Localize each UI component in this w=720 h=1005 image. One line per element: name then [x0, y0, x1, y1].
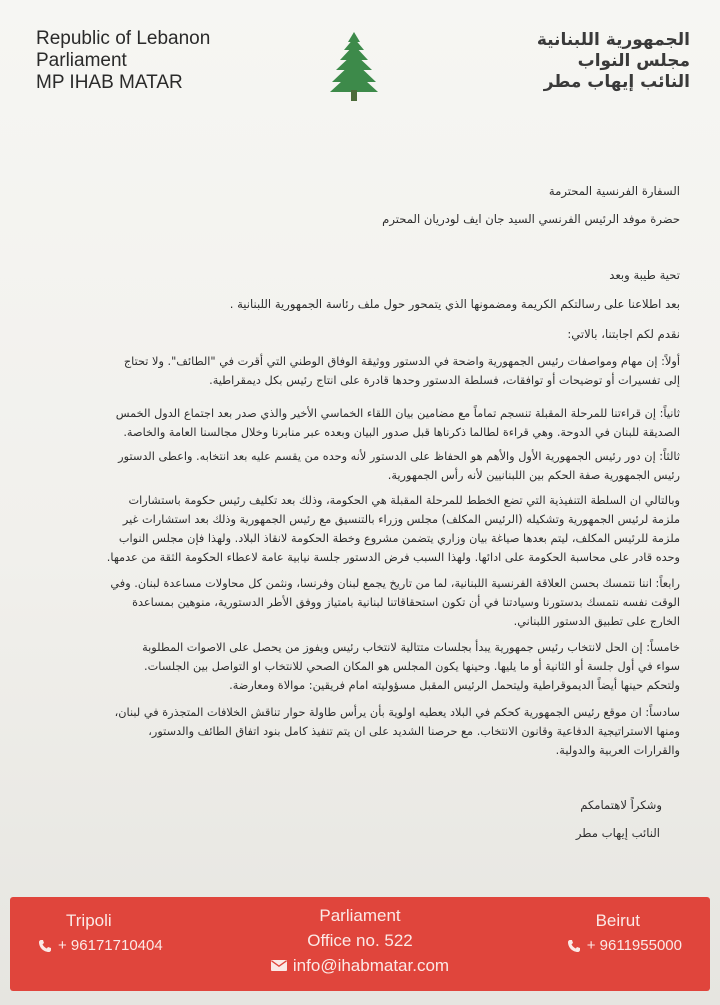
paragraph-line: ثالثاً: إن دور رئيس الجمهورية الأول والأهم هو الحفاظ على الدستور لأنه وحده من يقسم عليه بعد انتخابه. واعطى الدستور [118, 450, 680, 463]
phone-icon [567, 939, 581, 953]
paragraph-line: سادساً: ان موقع رئيس الجمهورية كحكم في البلاد يعطيه اولوية بأن يرأس طاولة حوار تناقش الخلافات المتجذرة في لبنان، [114, 706, 680, 719]
footer-tripoli [38, 911, 163, 954]
letterhead-country-ar: الجمهورية اللبنانية [536, 30, 690, 50]
cedar-tree-emblem [328, 30, 380, 102]
paragraph-line: الخارج على تطبيق الدستور اللبناني. [513, 615, 680, 628]
letterhead-country: Republic of Lebanon [36, 28, 211, 49]
letterhead-institution: Parliament [36, 50, 127, 71]
paragraph-line: ملزمة للرئيس المكلف، ليتم بعدها صياغة بيان وزاري يتضمن مشروع وخطة الحكومة لانقاذ البلاد. ولهذا فإن مجلس النواب [118, 532, 680, 545]
paragraph-line: رئيس الجمهورية صفة الحكم بين اللبنانيين لأنه رأس الجمهورية. [387, 469, 680, 482]
letterhead-institution-ar: مجلس النواب [577, 51, 690, 71]
paragraph-first [36, 352, 680, 390]
paragraph-line: ومنها الاستراتيجية الدفاعية وقانون الانتخاب. مع حرصنا الشديد على ان يتم تنفيذ كامل بنود اتفاق الطائف والدستور، [148, 725, 680, 738]
paragraph-line: ولتحكم حينها أيضاً الديموقراطية وليتحمل الرئيس المقبل مسؤوليته امام فريقين: موالاة ومعارضة. [229, 679, 680, 692]
recipient-line-2: حضرة موفد الرئيس الفرنسي السيد جان ايف لودريان المحترم [382, 212, 680, 226]
recipient-line-1: السفارة الفرنسية المحترمة [548, 184, 680, 198]
footer-phone-number: + 96171710404 [58, 937, 163, 954]
footer-parliament [230, 903, 490, 978]
paragraph-seventh [36, 703, 680, 760]
paragraph-line: إلى تفسيرات أو توضيحات أو توافقات، فسلطة الدستور وحدها قادرة على انتاج رئيس بكل ديمقراطية. [209, 374, 680, 387]
paragraph-line: سواء في أول جلسة أو الثانية أو ما يليها. وحينها يكون المجلس هو المكان الصحي للانتخاب او التواصل بين الجلسات. [144, 660, 680, 673]
footer-city-beirut: Beirut [595, 911, 640, 930]
paragraph-line: أولاً: إن مهام ومواصفات رئيس الجمهورية واضحة في الدستور ووثيقة الوفاق الوطني التي أقرت في "الطائف". ولا تحتاج [123, 355, 680, 368]
signature-name: النائب إيهاب مطر [575, 826, 660, 840]
footer-contact-bar [10, 897, 710, 991]
letterhead-mp-name-ar: النائب إيهاب مطر [543, 72, 690, 92]
paragraph-line: رابعاً: اننا نتمسك بحسن العلاقة الفرنسية اللبنانية، لما من تاريخ يجمع لبنان وفرنسا، ونثمن كل محاولات مساعدة لبنان. وفي [110, 577, 680, 590]
paragraph-second [36, 404, 680, 442]
paragraph-line: والقرارات العربية والدولية. [555, 744, 680, 757]
paragraph-line: وحده قادر على محاسبة الحكومة على ادائها. ولهذا السبب فرض الدستور جلسة نيابية عامة لاعطاء الحكومة الثقة من عدمها. [106, 551, 680, 564]
paragraph-line: ثانياً: إن قراءتنا للمرحلة المقبلة تنسجم تماماً مع مضامين بيان اللقاء الخماسي الأخير والذي صدر بعد اجتماع الدول الخمس [115, 407, 680, 420]
letterhead-english [36, 28, 210, 94]
footer-parliament-title: Parliament [319, 906, 401, 925]
footer-email[interactable] [230, 953, 490, 978]
mail-icon [271, 960, 287, 971]
footer-phone-tripoli[interactable] [38, 937, 163, 954]
paragraph-sixth [36, 638, 680, 695]
letterhead-mp-name: MP IHAB MATAR [36, 72, 183, 93]
closing-thanks: وشكراً لاهتمامكم [580, 798, 662, 812]
paragraph-line: ملزمة لرئيس الجمهورية وتشكيله (الرئيس المكلف) مجلس وزراء بالتنسيق مع رئيس الجمهورية وذلك بعد استشارات غير [122, 513, 680, 526]
letterhead-arabic [537, 30, 690, 93]
greeting: تحية طيبة وبعد [609, 268, 680, 282]
paragraph-fifth [36, 574, 680, 631]
phone-icon [38, 939, 52, 953]
footer-phone-beirut[interactable] [567, 937, 682, 954]
footer-phone-number: + 9611955000 [586, 937, 682, 954]
footer-beirut [567, 911, 682, 954]
paragraph-line: وبالتالي ان السلطة التنفيذية التي تضع الخطط للمرحلة المقبلة هي الحكومة، وذلك بعد تكليف رئيس حكومة باستشارات [128, 494, 680, 507]
paragraph-fourth [36, 491, 680, 567]
paragraph-line: خامساً: إن الحل لانتخاب رئيس جمهورية يبدأ بجلسات متتالية لانتخاب رئيس ويفوز من يحصل على الاصوات المطلوبة [142, 641, 680, 654]
footer-email-address: info@ihabmatar.com [292, 956, 450, 975]
paragraph-third [36, 447, 680, 485]
footer-office-number: Office no. 522 [307, 931, 413, 950]
lead-sentence: نقدم لكم اجابتنا، بالاتي: [567, 327, 680, 341]
intro-sentence: بعد اطلاعنا على رسالتكم الكريمة ومضمونها الذي يتمحور حول ملف رئاسة الجمهورية اللبنانية . [229, 297, 680, 311]
footer-city-tripoli: Tripoli [66, 911, 112, 930]
paragraph-line: الصديقة للبنان في الدوحة. وهي قراءة لطالما ذكرناها قبل صدور البيان وبعده عبر منابرنا وخلال مجالسنا العامة والخاصة. [123, 426, 680, 439]
paragraph-line: الوقت نفسه نتمسك بدستورنا وسيادتنا في أن تكون استحقاقاتنا لبنانية بامتياز ووفق الأطر الدستورية، منوهين بمساعدة [132, 596, 680, 609]
